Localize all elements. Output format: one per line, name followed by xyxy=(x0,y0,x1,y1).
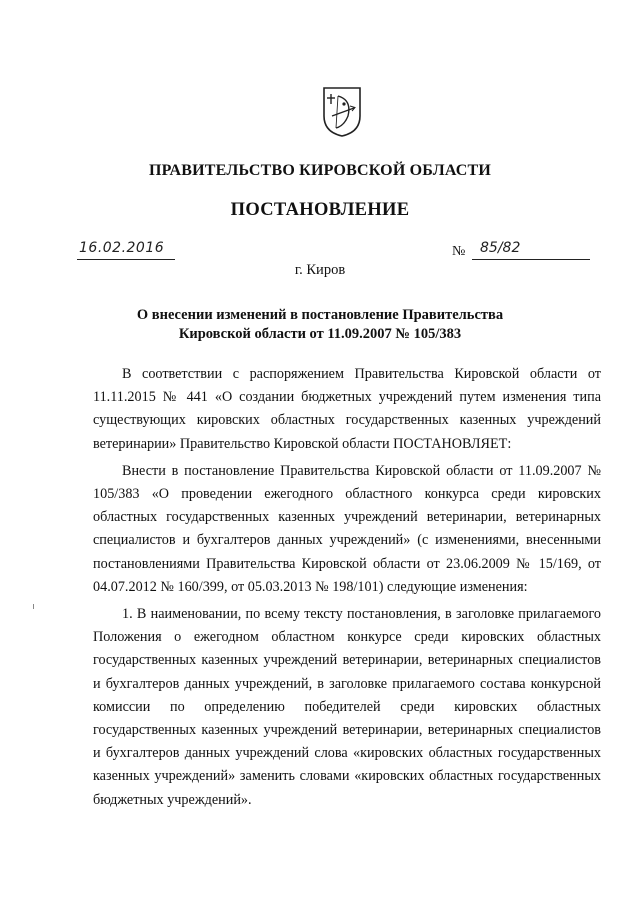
paragraph-3: 1. В наименовании, по всему тексту постановления, в заголовке прилагаемого Положения о ежегодном областном конкурсе среди кировских областных государственных казенных учреждений ветеринарии, ветеринарных специалистов и бухгалтеров данных учреждений, в заголовке прилагаемого состава конкурсной комиссии по определению победителей среди кировских областных государственных казенных учреждений ветеринарии, ветеринарных специалистов и бухгалтеров данных учреждений слова «кировских областных государственных казенных учреждений» заменить словами «кировских областных государственных бюджетных учреждений». xyxy=(93,606,601,808)
paragraph-2: Внести в постановление Правительства Кировской области от 11.09.2007 № 105/383 «О проведении ежегодного областного конкурса среди кировских областных государственных казенных учреждений ветеринарии, ветеринарных специалистов и бухгалтеров данных учреждений» (с изменениями, внесенными постановлениями Правительства Кировской области от 23.06.2009 № 15/169, от 04.07.2012 № 160/399, от 05.03.2013 № 198/101) следующие изменения: xyxy=(93,462,601,595)
number-label: № xyxy=(452,244,466,259)
number-field xyxy=(472,242,590,260)
document-type: ПОСТАНОВЛЕНИЕ xyxy=(230,200,410,220)
city: г. Киров xyxy=(294,262,346,278)
scan-artifact xyxy=(33,604,34,609)
handwritten-date: 16.02.2016 xyxy=(79,240,165,256)
subject-line-2: Кировской области от 11.09.2007 № 105/383 xyxy=(178,326,462,342)
paragraph-1: В соответствии с распоряжением Правительства Кировской области от 11.11.2015 № 441 «О создании бюджетных учреждений путем изменения типа существующих кировских областных государственных казенных учреждений ветеринарии» Правительство Кировской области ПОСТАНОВЛЯЕТ: xyxy=(93,366,601,452)
subject-line-1: О внесении изменений в постановление Правительства xyxy=(136,307,504,323)
organization-title: ПРАВИТЕЛЬСТВО КИРОВСКОЙ ОБЛАСТИ xyxy=(148,162,492,179)
date-field xyxy=(77,242,175,260)
document-subject xyxy=(0,306,640,344)
handwritten-number: 85/82 xyxy=(480,240,521,256)
document-body xyxy=(93,363,601,812)
coat-of-arms-icon xyxy=(322,86,362,138)
